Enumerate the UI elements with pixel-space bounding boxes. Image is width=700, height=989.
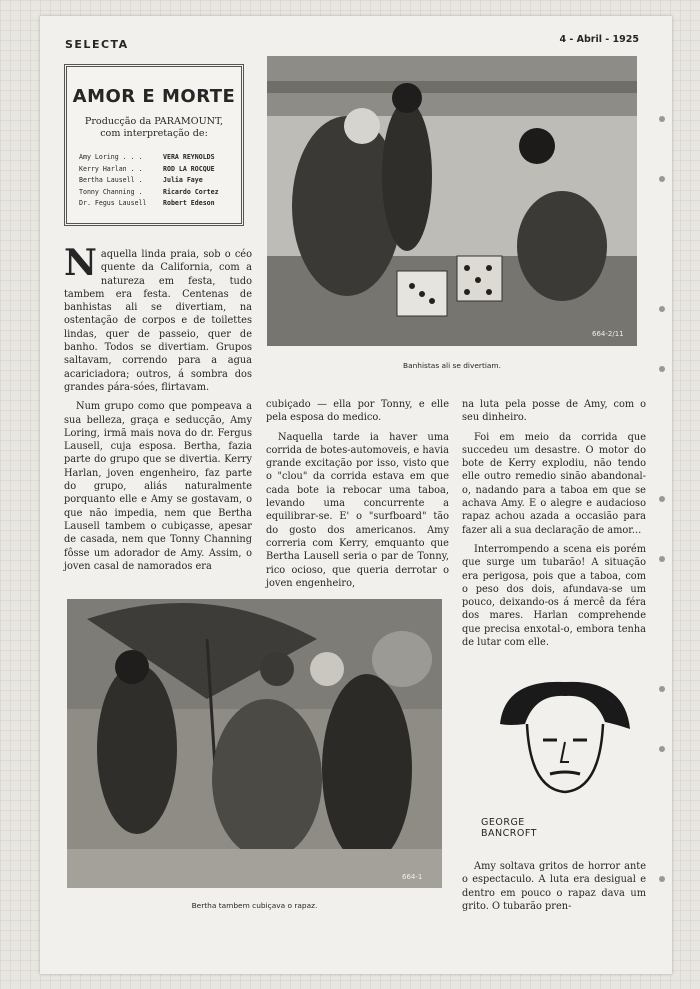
film-credits-box (64, 64, 244, 226)
cast-role: Bertha Lausell . (79, 176, 143, 184)
production-line-2: com interpretação de: (100, 128, 208, 139)
cast-actor: ROD LA ROCQUE (163, 164, 215, 173)
article-column-2 (266, 398, 449, 590)
photo-negative-code: 664-1 (402, 873, 423, 881)
george-bancroft-portrait (495, 674, 635, 804)
cast-actor: Ricardo Cortez (163, 187, 219, 196)
binding-holes (656, 76, 668, 936)
parasol-scene-illustration (67, 599, 442, 888)
production-note (67, 116, 241, 140)
cast-actor: Julia Faye (163, 176, 203, 184)
paragraph: Naquella tarde ia haver uma corrida de botes-automoveis, e havia grande excitação por isso, visto que o "clou" da corrida estava em que cada bote ia rebocar uma taboa, levando uma concurrente a equilibrar-se. E' o "surfboard" tão do gosto dos americanos. Amy correria com Kerry, emquanto que Bertha Lausell seria o par de Tonny, rico ocioso, que queria derrotar o joven engenheiro, (266, 431, 450, 589)
article-column-3-continued (462, 860, 646, 913)
drop-cap: N (64, 242, 97, 284)
cast-row (79, 187, 239, 199)
bottom-photo-caption: Bertha tambem cubiçava o rapaz. (191, 901, 318, 910)
parasol-couple-photo (67, 599, 442, 888)
paragraph: aquella linda praia, sob o céo quente da California, com a natureza em festa, tudo tambem era festa. Centenas de banhistas ali se divertiam, na ostentação de corpos e de toilettes lindas, quer de passeio, quer de banho. Todos se divertiam. Grupos saltavam, correndo para a agua acariciadora; outros, á sombra dos grandes pára-sóes, flirtavam. (64, 249, 252, 393)
magazine-page (40, 16, 672, 974)
portrait-signature (481, 817, 571, 839)
cast-role: Dr. Fegus Lausell (79, 199, 147, 207)
beach-dice-photo (267, 56, 637, 346)
paragraph: Foi em meio da corrida que succedeu um desastre. O motor do bote de Kerry explodiu, não tendo elle outro remedio sinão abandonal-o, nadando para a taboa em que se achava Amy. E o alegre e audacioso rapaz achou azada a occasião para fazer ali a sua declaração de amor... (462, 431, 646, 536)
cast-actor: Robert Edeson (163, 199, 215, 207)
cast-role: Tonny Channing . (79, 187, 143, 196)
film-title: AMOR E MORTE (72, 86, 236, 107)
paragraph: cubiçado — ella por Tonny, e elle pela esposa do medico. (266, 399, 449, 424)
cast-row (79, 164, 239, 176)
paragraph: na luta pela posse de Amy, com o seu dinheiro. (462, 399, 646, 424)
portrait-name-line-2: BANCROFT (481, 828, 537, 839)
paragraph: Interrompendo a scena eis porém que surge um tubarão! A situação era perigosa, pois que a taboa, com o peso dos dois, afundava-se um pouco, deixando-os á mercê da féra dos mares. Harlan comprehende que precisa enxotal-o, embora tenha de lutar com elle. (462, 543, 646, 649)
paragraph: Num grupo como que pompeava a sua belleza, graça e seducção, Amy Loring, irmã mais nova do dr. Fergus Lausell, cuja esposa. Bertha, fazia parte do grupo que se divertia. Kerry Harlan, joven engenheiro, faz parte do grupo, aliás naturalmente porquanto elle e Amy se gostavam, o que não impedia, nem que Bertha Lausell tambem o cubiçasse, apesar de casada, nem que Tonny Channing fôsse um adorador de Amy. Assim, o joven casal de namorados era (64, 401, 252, 572)
cast-actor: VERA REYNOLDS (163, 153, 215, 161)
paragraph: Amy soltava gritos de horror ante o espectaculo. A luta era desigual e dentro em pouco o rapaz dava um grito. O tubarão pren- (462, 861, 646, 912)
production-line-1: Producção da PARAMOUNT, (84, 116, 224, 127)
article-column-3 (462, 398, 646, 649)
top-photo-caption: Banhistas ali se divertiam. (403, 361, 501, 370)
photo-negative-code: 664-2/11 (592, 330, 624, 338)
cast-role: Amy Loring . . . (79, 153, 143, 161)
cast-list (79, 152, 239, 210)
cast-row (79, 198, 239, 210)
cast-role: Kerry Harlan . . (79, 164, 143, 173)
beach-dice-illustration (267, 56, 637, 346)
portrait-name-line-1: GEORGE (481, 817, 525, 828)
issue-date: 4 - Abril - 1925 (559, 34, 639, 45)
magazine-title: SELECTA (65, 38, 129, 51)
article-column-1 (64, 242, 252, 573)
cast-row (79, 175, 239, 187)
cast-row (79, 152, 239, 164)
